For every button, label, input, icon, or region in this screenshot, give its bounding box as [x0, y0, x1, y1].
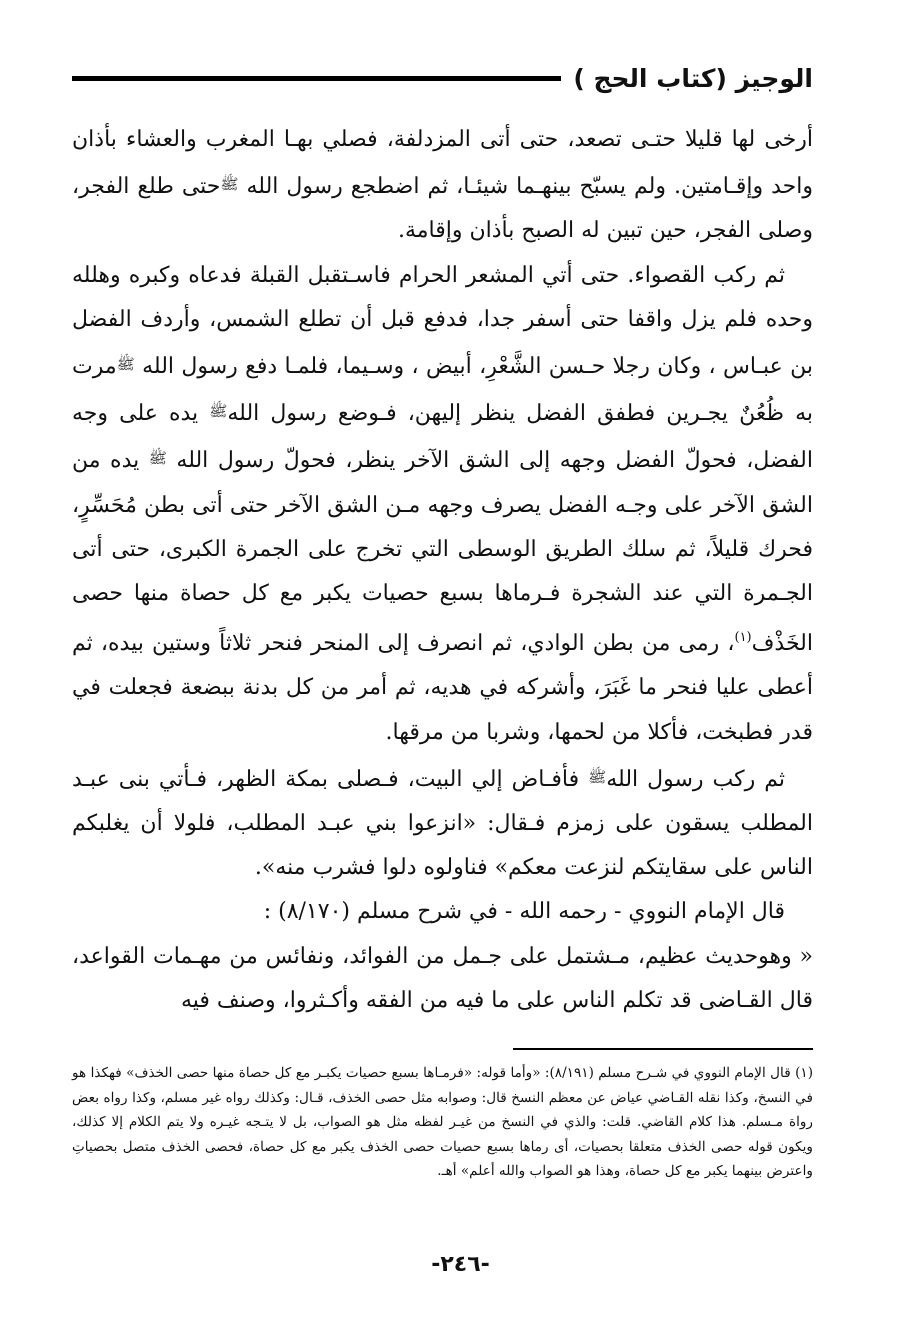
- salla-symbol: ﷺ: [209, 402, 228, 421]
- salla-symbol: ﷺ: [116, 355, 135, 374]
- main-text: [72, 118, 813, 1023]
- text-segment: حتى طلع الفجر، وصلى الفجر، حين تبين له الصبح بأذان وإقامة.: [72, 174, 813, 244]
- text-segment: ، رمى من بطن الوادي، ثم انصرف إلى المنحر فنحر ثلاثاً وستين بيده، ثم أعطى عليا فنحر ما غَبَرَ، وأشركه في هديه، ثم أمر من كل بدنة ببضعة فجعلت في قدر فطبخت، فأكلا من لحمها، وشربا من مرقها.: [72, 631, 814, 745]
- page-number: -٢٤٦-: [431, 1252, 490, 1277]
- text-segment: أرخى لها قليلا حتـى تصعد، حتى أتى المزدلفة، فصلي بهـا المغرب والعشاء بأذان واحد وإقـامتين. ولم يسبّح بينهـما شيئـا، ثم اضطجع رسول الله: [72, 127, 814, 200]
- book-title: الوجيز (كتاب الحج ): [573, 63, 813, 93]
- running-header: [72, 58, 813, 98]
- header-rule: [72, 76, 561, 81]
- text-segment: يده من الشق الآخر على وجـه الفضل يصرف وجهه مـن الشق الآخر حتى أتى بطن مُحَسِّرٍ، فحرك قليلاً، ثم سلك الطريق الوسطى التي تخرج على الجمرة الكبرى، حتى أتى الجـمرة التي عند الشجرة فـرماها بسبع حصيات يكبر مع كل حصاة منها حصى الخَذْف: [72, 448, 813, 657]
- salla-symbol: ﷺ: [148, 449, 167, 468]
- salla-symbol: ﷺ: [588, 767, 607, 786]
- paragraph-2: [72, 254, 813, 755]
- paragraph-1: [72, 118, 813, 254]
- text-segment: ثم ركب القصواء. حتى أتي المشعر الحرام فاسـتقبل القبلة فدعاه وكبره وهلله وحده فلم يزل واقفا حتى أسفر جدا، فدفع قبل أن تطلع الشمس، وأردف الفضل بن عبـاس ، وكان رجلا حـسن الشَّعْرِ، أبيض ، وسـيما، فلمـا دفع رسول الله: [72, 262, 813, 380]
- footnote-rule: [513, 1048, 813, 1050]
- footnote-reference: (١): [734, 630, 752, 646]
- footnote-1: (١) قال الإمام النووي في شـرح مسلم (٨/١٩١): «وأما قوله: «فرمـاها بسبع حصيات يكبـر مع كل حصاة منها حصى الخذف» فهكذا هو في النسخ، وكذا نقله القـاضي عياض عن معظم النسخ قال: وصوابه مثل حصى الخذف، قـال: وكذلك رواه غير مسلم، وكذا رواه بعض رواة مـسلم. هذا كلام القاضي. قلت: والذي في النسخ من غيـر لفظه مثل هو الصواب، بل لا يتـجه غيـره ولا يتم الكلام إلا كذلك، ويكون قوله حصى الخذف متعلقا بحصيات، أى رماها بسبع حصيات حصى الخذف يكبر مع كل حصاة، فحصى الخذف متصل بحصياتِ واعترض بينهما يكبر مع كل حصاة، وهذا هو الصواب والله أعلم» أهـ.: [72, 1065, 813, 1180]
- text-segment: ثم ركب رسول الله: [606, 766, 785, 792]
- paragraph-5: « وهوحديث عظيم، مـشتمل على جـمل من الفوائد، ونفائس من مهـمات القواعد، قال القـاضى قد تكلم الناس على ما فيه من الفقه وأكـثروا، وصنف فيه: [72, 943, 813, 1013]
- paragraph-3: [72, 755, 813, 891]
- text-segment: مرت به ظُعُنٌ يجـرين فطفق الفضل ينظر إليهن، فـوضع رسول الله: [72, 354, 813, 427]
- text-segment: يده على وجه الفضل، فحولّ الفضل وجهه إلى الشق الآخر ينظر، فحولّ رسول الله: [72, 401, 814, 474]
- salla-symbol: ﷺ: [220, 175, 239, 194]
- text-segment: فأفـاض إلي البيت، فـصلى بمكة الظهر، فـأتي بنى عبـد المطلب يسقون على زمزم فـقال: «انزعوا بني عبـد المطلب، فلولا أن يغلبكم الناس على سقايتكم لنزعت معكم» فناولوه دلوا فشرب منه».: [72, 766, 813, 881]
- paragraph-4: قال الإمام النووي - رحمه الله - في شرح مسلم (٨/١٧٠) :: [263, 899, 785, 925]
- footnotes: [72, 1061, 813, 1184]
